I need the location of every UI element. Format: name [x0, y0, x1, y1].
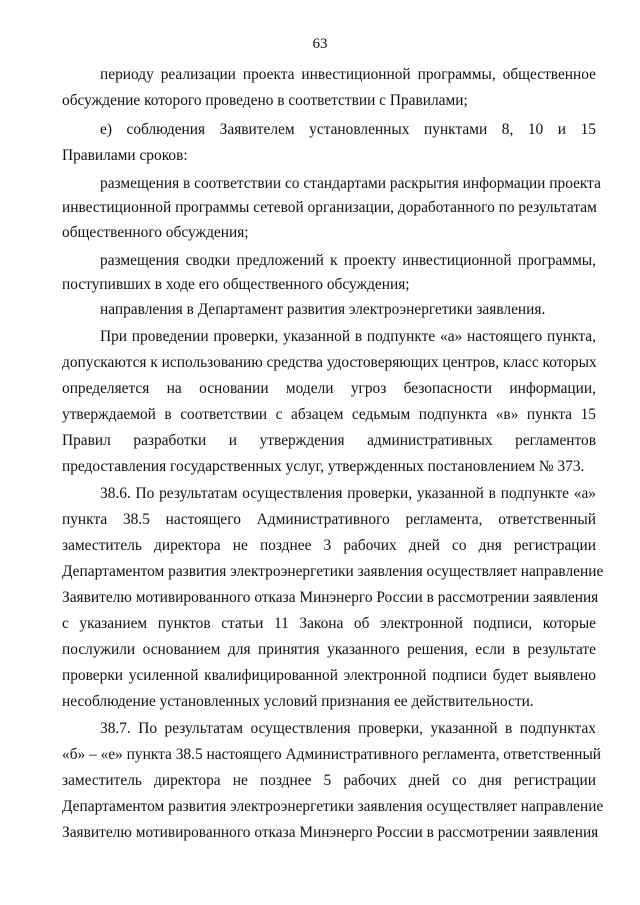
text-line: 38.6. По результатам осуществления проверки, указанной в подпункте «а»	[100, 485, 596, 502]
text-line: е) соблюдения Заявителем установленных пунктами 8, 10 и 15	[100, 121, 596, 138]
text-line: инвестиционной программы сетевой организации, доработанного по результатам	[62, 199, 597, 216]
text-line: утверждаемой в соответствии с абзацем седьмым подпункта «в» пункта 15	[62, 406, 596, 423]
text-line: При проведении проверки, указанной в подпункте «а» настоящего пункта,	[100, 328, 596, 345]
text-line: Заявителю мотивированного отказа Минэнерго России в рассмотрении заявления	[62, 824, 599, 841]
text-line: размещения сводки предложений к проекту инвестиционной программы,	[100, 252, 596, 269]
text-line: размещения в соответствии со стандартами раскрытия информации проекта	[100, 175, 601, 192]
text-line: обсуждение которого проведено в соответствии с Правилами;	[62, 92, 468, 109]
text-line: пункта 38.5 настоящего Административного регламента, ответственный	[62, 511, 596, 528]
text-line: заместитель директора не позднее 5 рабочих дней со дня регистрации	[62, 772, 596, 789]
text-line: предоставления государственных услуг, утвержденных постановлением № 373.	[62, 458, 585, 475]
text-line: послужили основанием для принятия указанного решения, если в результате	[62, 641, 596, 658]
text-line: определяется на основании модели угроз безопасности информации,	[62, 380, 596, 397]
text-line: периоду реализации проекта инвестиционной программы, общественное	[100, 66, 596, 83]
text-line: «б» – «е» пункта 38.5 настоящего Административного регламента, ответственный	[62, 746, 602, 763]
text-line: общественного обсуждения;	[62, 224, 249, 241]
text-line: Правил разработки и утверждения административных регламентов	[62, 432, 596, 449]
text-line: несоблюдение установленных условий признания ее действительности.	[62, 693, 534, 710]
text-line: Департаментом развития электроэнергетики заявления осуществляет направление	[62, 798, 604, 815]
text-line: Правилами сроков:	[62, 147, 188, 164]
text-line: с указанием пунктов статьи 11 Закона об электронной подписи, которые	[62, 615, 596, 632]
text-line: проверки усиленной квалифицированной электронной подписи будет выявлено	[62, 667, 596, 684]
text-line: Заявителю мотивированного отказа Минэнерго России в рассмотрении заявления	[62, 589, 599, 606]
page-number: 63	[312, 36, 328, 52]
text-line: заместитель директора не позднее 3 рабочих дней со дня регистрации	[62, 537, 596, 554]
text-line: допускаются к использованию средства удостоверяющих центров, класс которых	[62, 354, 597, 371]
text-line: направления в Департамент развития электроэнергетики заявления.	[100, 301, 546, 318]
text-line: Департаментом развития электроэнергетики заявления осуществляет направление	[62, 563, 604, 580]
text-line: 38.7. По результатам осуществления проверки, указанной в подпунктах	[100, 720, 596, 737]
text-line: поступивших в ходе его общественного обсуждения;	[62, 276, 410, 293]
